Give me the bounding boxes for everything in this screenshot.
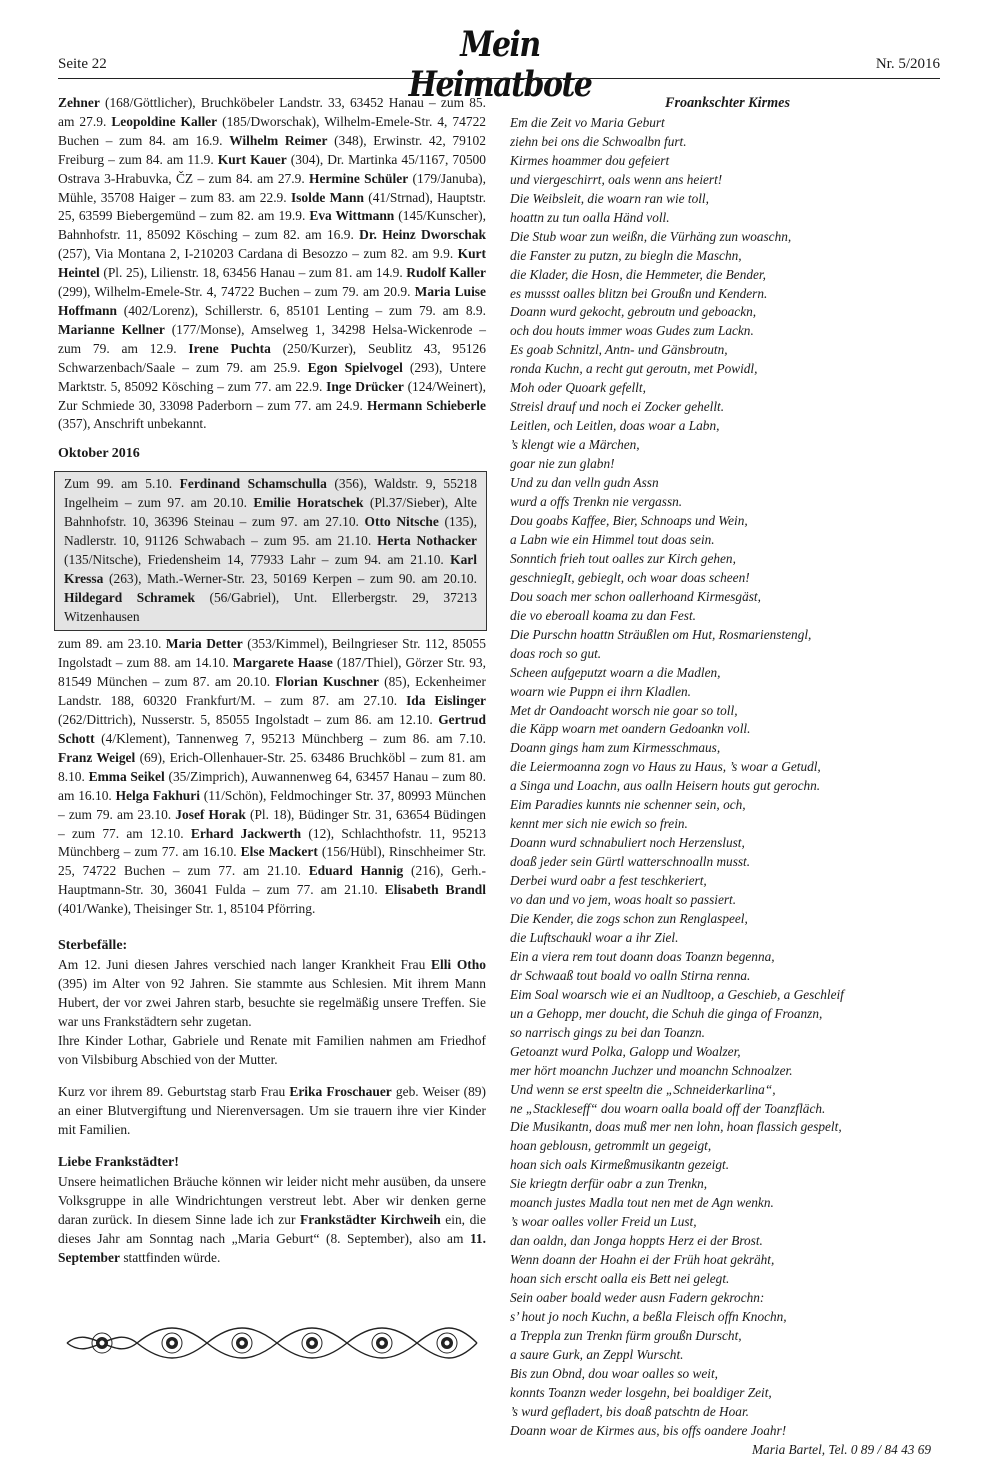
poem-line: wurd a offs Trenkn nie vergassn.	[510, 494, 683, 510]
poem-line: Es goab Schnitzl, Antn- und Gänsbroutn,	[510, 342, 728, 358]
person-name: Egon Spielvogel	[307, 359, 403, 375]
poem-line: die Klader, die Hosn, die Hemmeter, die Bender,	[510, 266, 766, 282]
person-name: Zehner	[58, 95, 100, 110]
person-name: Isolde Mann	[290, 189, 364, 205]
entry-text: geb. Weiser (89) an einer Blutvergiftung und Nierenversagen. Um sie trauern ihre vier Kinder mit Familien.	[58, 1084, 486, 1138]
poem-line: doaß jeder sein Gürtl watterschnoalln musst.	[510, 854, 751, 870]
entry-text: Unsere heimatlichen Bräuche können wir leider nicht mehr ausüben, da unsere Volksgruppe in alle Windrichtungen verstreut lebt. Aber wir denken gerne daran zurück. In diesem Sinne lade ich zur	[58, 1174, 486, 1227]
person-name: Kurt Heintel	[58, 246, 486, 281]
poem-line: Und wenn se erst speeltn die „Schneiderkarlina“,	[510, 1081, 776, 1097]
death-notice-froschauer	[58, 1083, 486, 1140]
poem-line: mer hört moanchn Juchzer und moanchn Schnoalzer.	[510, 1062, 793, 1078]
entry-text: (145/Kunscher), Bahnhofstr. 11, 85092 Kösching – zum 82. am 16.9.	[58, 208, 486, 243]
entry-text: (304), Dr. Martinka 45/1167, 70500 Ostrava 3-Hrabuvka, ČZ – zum 84. am 27.9.	[58, 151, 486, 186]
person-name: Otto Nitsche	[364, 514, 439, 530]
poem-author: Maria Bartel, Tel. 0 89 / 84 43 69	[751, 1441, 931, 1457]
person-name: Hermine Schüler	[309, 170, 409, 186]
entry-text: (35/Zimprich), Auwannenweg 64, 63457 Hanau – zum 80. am 16.10.	[58, 768, 487, 803]
person-name: Karl Kressa	[64, 551, 477, 586]
poem-line: Die Weibsleit, die woarn ran wie toll,	[510, 190, 709, 206]
poem-line: und viergeschirrt, oals wenn ans heiert!	[510, 171, 723, 187]
page-number: Seite 22	[58, 56, 107, 72]
poem-line: Doann wurd schnabuliert noch Herzenslust,	[510, 835, 745, 851]
poem-line: Kirmes hoammer dou gefeiert	[510, 152, 670, 168]
left-column	[58, 94, 486, 1268]
entry-text: (185/Dworschak), Wilhelm-Emele-Str. 4, 74722 Buchen – zum 84. am 16.9.	[58, 113, 487, 148]
poem-line: s’ hout jo noch Kuchn, a beßla Fleisch offn Knochn,	[510, 1309, 787, 1324]
person-name: Franz Weigel	[58, 749, 136, 765]
entry-text: (124/Weinert), Zur Schmiede 30, 33098 Paderborn – zum 77. am 24.9.	[58, 378, 486, 413]
poem-line: ’s wurd gefladert, bis doaß patschtn de Hoar.	[510, 1403, 749, 1419]
entry-text: (Pl. 18), Büdinger Str. 31, 63654 Büdingen – zum 77. am 12.10.	[58, 806, 486, 841]
poem-line: goar nie zun glabn!	[510, 456, 615, 472]
poem-line: ziehn bei ons die Schwoalbn furt.	[510, 133, 687, 149]
poem-line: Dou goabs Kaffee, Bier, Schnoaps und Wein,	[510, 512, 748, 528]
entry-text: (401/Wanke), Theisinger Str. 1, 85104 Pförring.	[58, 901, 316, 917]
entry-text: (156/Hübl), Rinschheimer Str. 25, 74722 Buchen – zum 77. am 21.10.	[58, 844, 486, 879]
poem-line: Derbei wurd oabr a fest teschkeriert,	[510, 873, 707, 889]
poem-line: un a Gehopp, mer doucht, die Schuh die ginga of Froanzn,	[510, 1005, 823, 1021]
poem-line: Eim Paradies kunnts nie schenner sein, och,	[510, 797, 746, 813]
entry-text: Kurz vor ihrem 89. Geburtstag starb Frau	[58, 1084, 290, 1100]
entry-text: (Pl. 25), Lilienstr. 18, 63456 Hanau – zum 81. am 14.9.	[99, 265, 407, 281]
entry-text: (250/Kurzer), Seublitz 43, 95126 Schwarzenbach/Saale – zum 79. am 25.9.	[58, 340, 486, 375]
entry-text: (187/Thiel), Görzer Str. 93, 81549 München – zum 87. am 20.10.	[58, 655, 487, 690]
poem-body	[510, 114, 945, 1441]
masthead-logo: Mein Heimatbote	[408, 24, 592, 106]
poem-line: Doann gings ham zum Kirmesschmaus,	[510, 740, 721, 756]
october-heading: Oktober 2016	[58, 446, 140, 462]
entry-text: (Pl.37/Sieber), Alte Bahnhofstr. 10, 36396 Steinau – zum 97. am 27.10.	[64, 495, 477, 530]
poem-line: die Käpp woarn met oandern Gedoankn voll.	[510, 721, 751, 737]
poem-line: Streisl drauf und noch ei Zocker gehellt.	[510, 399, 725, 415]
entry-text: (69), Erich-Ollenhauer-Str. 25. 63486 Bruchköbl – zum 81. am 8.10.	[58, 749, 486, 784]
entry-text: (135/Nitsche), Friedensheim 14, 77933 Lahr – zum 94. am 21.10.	[64, 551, 451, 567]
birthdays-september-list	[58, 94, 486, 434]
person-name: Rudolf Kaller	[406, 265, 486, 281]
poem-line: Und zu dan velln gudn Assn	[510, 475, 659, 491]
poem-line: die Luftschaukl woar a ihr Ziel.	[510, 929, 679, 945]
poem-line: dan oaldn, dan Jonga hoppts Herz ei der Brost.	[510, 1233, 763, 1249]
person-name: Frankstädter Kirchweih	[300, 1211, 441, 1227]
person-name: Herta Nothacker	[377, 532, 478, 548]
poem-line: a Treppla zun Trenkn fürm groußn Durscht,	[510, 1327, 742, 1343]
entry-text: (12), Schlachthofstr. 11, 95213 Münchberg – zum 77. am 16.10.	[58, 825, 486, 860]
poem-line: Bis zun Obnd, dou woar oalles so weit,	[510, 1365, 718, 1381]
poem-line: Sie kriegtn derfür oabr a zun Trenkn,	[510, 1176, 708, 1192]
entry-text: Am 12. Juni diesen Jahres verschied nach langer Krankheit Frau	[58, 956, 431, 972]
poem-line: a saure Gurk, an Zeppl Wurscht.	[510, 1346, 684, 1362]
poem-line: die vo eberoall koama zu dan Fest.	[510, 607, 696, 623]
person-name: Hildegard Schramek	[64, 589, 195, 605]
october-highlight-box	[54, 471, 487, 631]
person-name: Emilie Horatschek	[253, 495, 364, 511]
entry-text: (357), Anschrift unbekannt.	[58, 416, 207, 432]
poem-line: die Leiermoanna zogn vo Haus zu Haus, ’s woar a Getudl,	[510, 759, 821, 775]
entry-text: (263), Math.-Werner-Str. 23, 50169 Kerpen – zum 90. am 20.10.	[103, 570, 477, 586]
poem-line: Ein a viera rem tout doann doas Toanzn begenna,	[510, 948, 775, 964]
entry-text: (395) im Alter von 92 Jahren. Sie stammte aus Schlesien. Mit ihrem Mann Hubert, der vor zwei Jahren starb, besuchte sie regelmäßig unsere Treffen. Sie war uns Frankstädtern sehr zugetan.	[58, 975, 486, 1029]
header-rule	[58, 78, 940, 79]
greeting-text	[58, 1173, 486, 1268]
poem-line: die Fanster zu putzn, zu biegln die Maschn,	[510, 247, 742, 263]
person-name: Hermann Schieberle	[366, 397, 486, 413]
entry-text: stattfinden würde.	[119, 1249, 221, 1265]
poem-line: Eim Soal woarsch wie ei an Nudltoop, a Geschieb, a Geschleif	[510, 986, 844, 1002]
birthdays-october-boxed	[64, 475, 477, 626]
poem-line: Sein oaber boald weder ausn Fadern gekrochn:	[510, 1290, 765, 1306]
entry-text: (348), Erwinstr. 42, 79102 Freiburg – zum 84. am 11.9.	[58, 132, 486, 167]
poem-line: kennt mer sich nie ewich so frein.	[510, 816, 688, 832]
entry-text: (216), Gerh.-Hauptmann-Str. 30, 36041 Fulda – zum 77. am 21.10.	[58, 863, 486, 898]
person-name: Maria Luise Hoffmann	[58, 284, 486, 318]
deaths-heading: Sterbefälle:	[58, 938, 128, 954]
poem-title: Froankschter Kirmes	[665, 95, 790, 111]
entry-text: (293), Untere Marktstr. 5, 85092 Kösching – zum 77. am 22.9.	[58, 359, 487, 394]
poem-line: a Singa und Loachn, aus oalln Heisern houts gut gerochn.	[510, 778, 821, 794]
person-name: Irene Puchta	[188, 340, 271, 356]
poem-line: Em die Zeit vo Maria Geburt	[510, 114, 665, 130]
entry-text: (85), Eckenheimer Landstr. 188, 60320 Frankfurt/M. – zum 87. am 27.10.	[58, 674, 486, 709]
poem-line: hoan sich erscht oalla eis Bett nei gelegt.	[510, 1271, 730, 1287]
poem-line: Die Kender, die zogs schon zun Renglaspeel,	[510, 910, 748, 926]
entry-text: (135), Nadlerstr. 10, 91126 Schwabach – zum 95. am 21.10.	[64, 514, 477, 548]
poem-line: Die Musikantn, doas muß mer nen lohn, hoan flassich gespelt,	[510, 1119, 842, 1135]
poem-line: hoan geblousn, getrommlt un gegeigt,	[510, 1138, 712, 1154]
poem-line: es mussst oalles blitzn bei Groußn und Kendern.	[510, 285, 768, 301]
entry-text: (4/Klement), Tannenweg 7, 95213 Münchberg – zum 86. am 7.10.	[94, 731, 486, 746]
poem-line: hoattn zu tun oalla Händ voll.	[510, 209, 670, 225]
person-name: Ida Eislinger	[406, 693, 486, 709]
entry-text: (262/Dittrich), Nusserstr. 5, 85055 Ingolstadt – zum 86. am 12.10.	[58, 712, 439, 728]
entry-text: (168/Göttlicher), Bruchköbeler Landstr. 33, 63452 Hanau – zum 85. am 27.9.	[58, 95, 486, 129]
poem-line: woarn wie Puppn ei ihrn Kladlen.	[510, 683, 691, 699]
poem-line: a Labn wie ein Himmel tout doas sein.	[510, 531, 715, 547]
person-name: Erika Froschauer	[289, 1084, 392, 1100]
poem-line: dr Schwaaß tout boald vo oalln Stirna renna.	[510, 967, 751, 983]
poem-line: Leitlen, och Leitlen, doas woar a Labn,	[510, 418, 720, 434]
entry-text: ein, die dieses Jahr am Sonntag nach „Maria Geburt“ (8. September), also am	[58, 1211, 486, 1246]
poem-line: Moh oder Quoark gefellt,	[510, 380, 646, 396]
birthdays-october-list	[58, 635, 486, 919]
poem-line: Doann wurd gekocht, gebroutn und geboackn,	[510, 304, 757, 320]
poem-line: Doann woar de Kirmes aus, bis offs oandere Joahr!	[510, 1422, 787, 1438]
poem-line: so narrisch gings zu bei dan Toanzn.	[510, 1024, 705, 1040]
person-name: Kurt Kauer	[217, 151, 287, 167]
poem-line: Die Purschn hoattn Sträußlen om Hut, Rosmarienstengl,	[510, 626, 812, 642]
poem-line: ’s klengt wie a Märchen,	[510, 437, 640, 453]
person-name: Gertrud Schott	[58, 712, 486, 746]
person-name: Margarete Haase	[232, 655, 333, 671]
floral-border-ornament-icon	[62, 1318, 482, 1368]
poem-line: Scheen aufgeputzt woarn a die Madlen,	[510, 664, 721, 680]
poem-line: moanch justes Madla tout nen met de Agn wenkn.	[510, 1195, 774, 1211]
poem-line: Wenn doann der Hoahn ei der Früh hoat gekräht,	[510, 1252, 775, 1268]
person-name: 11. September	[58, 1230, 486, 1265]
person-name: Marianne Kellner	[58, 321, 165, 337]
person-name: Dr. Heinz Dworschak	[359, 227, 486, 243]
person-name: Eva Wittmann	[309, 208, 395, 224]
entry-text: (177/Monse), Amselweg 1, 34298 Helsa-Wickenrode – zum 79. am 12.9.	[58, 321, 486, 356]
poem-line: vo dan und vo jem, woas hoalt so passiert.	[510, 892, 737, 908]
poem-line: och dou houts immer woas Gudes zum Lackn.	[510, 323, 754, 339]
person-name: Erhard Jackwerth	[190, 825, 302, 841]
poem-line: geschniegIt, gebieglt, och woar doas scheen!	[510, 569, 750, 585]
poem-line: Met dr Oandoacht worsch nie goar so toll,	[510, 702, 738, 718]
greeting-heading: Liebe Frankstädter!	[58, 1155, 179, 1171]
entry-text: Zum 99. am 5.10.	[64, 476, 180, 492]
entry-text: (299), Wilhelm-Emele-Str. 4, 74722 Buchen – zum 79. am 20.9.	[58, 284, 415, 300]
entry-text: (353/Kimmel), Beilngrieser Str. 112, 85055 Ingolstadt – zum 88. am 14.10.	[58, 636, 486, 671]
person-name: Ferdinand Schamschulla	[179, 476, 327, 492]
poem-line: ’s woar oalles voller Freid un Lust,	[510, 1214, 697, 1230]
entry-text: (41/Strnad), Hauptstr. 25, 63599 Biebergemünd – zum 82. am 19.9.	[58, 189, 486, 224]
entry-text: (56/Gabriel), Unt. Ellerbergstr. 29, 37213 Witzenhausen	[64, 589, 477, 624]
entry-text: (257), Via Montana 2, I-210203 Cardana di Besozzo – zum 82. am 9.9.	[58, 246, 458, 262]
entry-text: (356), Waldstr. 9, 55218 Ingelheim – zum 97. am 20.10.	[64, 476, 477, 511]
poem-line: Dou soach mer schon oallerhoand Kirmesgäst,	[510, 588, 761, 604]
poem-line: Die Stub woar zun weißn, die Vürhäng zun woaschn,	[510, 228, 792, 244]
person-name: Florian Kuschner	[275, 674, 379, 690]
entry-text: zum 89. am 23.10.	[58, 636, 166, 652]
poem-line: ronda Kuchn, a recht gut geroutn, met Powidl,	[510, 361, 758, 377]
issue-number: Nr. 5/2016	[875, 56, 940, 72]
person-name: Else Mackert	[240, 844, 318, 860]
poem-column	[510, 94, 945, 1460]
entry-text: (11/Schön), Feldmochinger Str. 37, 80993 München – zum 79. am 23.10.	[58, 787, 486, 822]
entry-text: (402/Lorenz), Schillerstr. 6, 85101 Lenting – zum 79. am 8.9.	[116, 302, 486, 318]
person-name: Wilhelm Reimer	[229, 132, 328, 148]
person-name: Leopoldine Kaller	[111, 113, 218, 129]
poem-line: Getoanzt wurd Polka, Galopp und Woalzer,	[510, 1043, 741, 1059]
poem-line: hoan sich oals Kirmeßmusikantn gezeigt.	[510, 1157, 730, 1173]
person-name: Helga Fakhuri	[115, 787, 200, 803]
death-notice-otho-family: Ihre Kinder Lothar, Gabriele und Renate mit Familien nahmen am Friedhof von Vilsbiburg Abschied von der Mutter.	[58, 1032, 486, 1067]
person-name: Elisabeth Brandl	[384, 882, 486, 898]
person-name: Eduard Hannig	[308, 863, 404, 879]
person-name: Inge Drücker	[326, 378, 404, 394]
poem-line: konnts Toanzn weder losgehn, bei boaldiger Zeit,	[510, 1384, 772, 1400]
person-name: Emma Seikel	[88, 768, 165, 784]
person-name: Josef Horak	[175, 806, 246, 822]
person-name: Maria Detter	[165, 636, 243, 652]
poem-line: Sonntich frieh tout oalles zur Kirch gehen,	[510, 550, 736, 566]
entry-text: (179/Januba), Mühle, 35708 Haiger – zum 83. am 22.9.	[58, 170, 487, 205]
person-name: Elli Otho	[431, 956, 486, 972]
poem-line: ne „Stackleseff“ dou woarn oalla boald off der Toanzfläch.	[510, 1100, 826, 1116]
poem-line: doas roch so gut.	[510, 645, 602, 661]
death-notice-otho	[58, 956, 486, 1032]
